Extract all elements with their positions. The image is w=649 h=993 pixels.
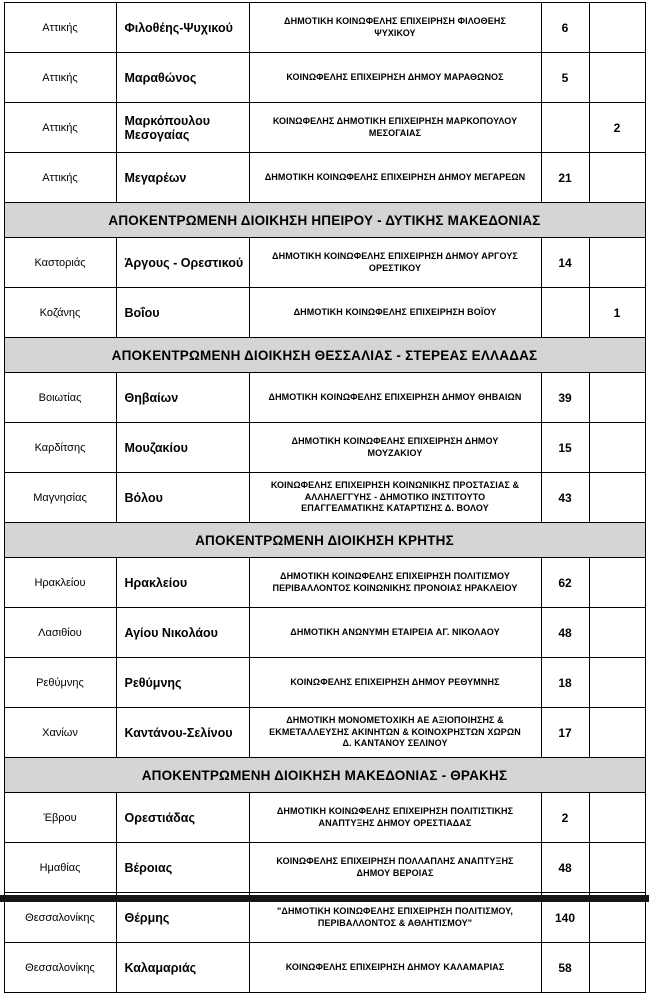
region-cell: Ρεθύμνης	[4, 658, 116, 708]
enterprise-table-body	[4, 3, 645, 993]
municipality-cell: Ορεστιάδας	[116, 793, 249, 843]
enterprise-name-cell: ΚΟΙΝΩΦΕΛΗΣ ΔΗΜΟΤΙΚΗ ΕΠΙΧΕΙΡΗΣΗ ΜΑΡΚΟΠΟΥΛΟΥ ΜΕΣΟΓΑΙΑΣ	[249, 103, 541, 153]
municipality-cell: Βέροιας	[116, 843, 249, 893]
region-cell: Μαγνησίας	[4, 473, 116, 523]
municipality-cell: Μουζακίου	[116, 423, 249, 473]
enterprise-table	[4, 2, 646, 993]
count-primary-cell: 5	[541, 53, 589, 103]
enterprise-name-cell: ΚΟΙΝΩΦΕΛΗΣ ΕΠΙΧΕΙΡΗΣΗ ΔΗΜΟΥ ΜΑΡΑΘΩΝΟΣ	[249, 53, 541, 103]
count-primary-cell: 140	[541, 893, 589, 943]
table-row	[4, 3, 645, 53]
region-cell: Κοζάνης	[4, 288, 116, 338]
count-secondary-cell	[589, 153, 645, 203]
section-header-label: ΑΠΟΚΕΝΤΡΩΜΕΝΗ ΔΙΟΙΚΗΣΗ ΘΕΣΣΑΛΙΑΣ - ΣΤΕΡΕΑΣ ΕΛΛΑΔΑΣ	[4, 338, 645, 373]
table-row	[4, 473, 645, 523]
count-primary-cell: 39	[541, 373, 589, 423]
municipality-cell: Άργους - Ορεστικού	[116, 238, 249, 288]
enterprise-name-cell: ΔΗΜΟΤΙΚΗ ΚΟΙΝΩΦΕΛΗΣ ΕΠΙΧΕΙΡΗΣΗ ΔΗΜΟΥ ΜΟΥΖΑΚΙΟΥ	[249, 423, 541, 473]
count-primary-cell: 43	[541, 473, 589, 523]
document-page	[0, 2, 649, 975]
count-secondary-cell: 1	[589, 288, 645, 338]
municipality-cell: Ρεθύμνης	[116, 658, 249, 708]
count-secondary-cell	[589, 3, 645, 53]
table-row	[4, 153, 645, 203]
enterprise-name-cell: ΔΗΜΟΤΙΚΗ ΚΟΙΝΩΦΕΛΗΣ ΕΠΙΧΕΙΡΗΣΗ ΦΙΛΟΘΕΗΣ ΨΥΧΙΚΟΥ	[249, 3, 541, 53]
section-header-label: ΑΠΟΚΕΝΤΡΩΜΕΝΗ ΔΙΟΙΚΗΣΗ ΜΑΚΕΔΟΝΙΑΣ - ΘΡΑΚΗΣ	[4, 758, 645, 793]
enterprise-name-cell: ΔΗΜΟΤΙΚΗ ΚΟΙΝΩΦΕΛΗΣ ΕΠΙΧΕΙΡΗΣΗ ΔΗΜΟΥ ΜΕΓΑΡΕΩΝ	[249, 153, 541, 203]
region-cell: Αττικής	[4, 53, 116, 103]
region-cell: Ημαθίας	[4, 843, 116, 893]
count-primary-cell	[541, 103, 589, 153]
count-secondary-cell	[589, 373, 645, 423]
table-row	[4, 793, 645, 843]
count-primary-cell	[541, 288, 589, 338]
enterprise-name-cell: ΚΟΙΝΩΦΕΛΗΣ ΕΠΙΧΕΙΡΗΣΗ ΔΗΜΟΥ ΚΑΛΑΜΑΡΙΑΣ	[249, 943, 541, 993]
count-secondary-cell	[589, 793, 645, 843]
municipality-cell: Φιλοθέης-Ψυχικού	[116, 3, 249, 53]
enterprise-name-cell: ΔΗΜΟΤΙΚΗ ΚΟΙΝΩΦΕΛΗΣ ΕΠΙΧΕΙΡΗΣΗ ΔΗΜΟΥ ΑΡΓΟΥΣ ΟΡΕΣΤΙΚΟΥ	[249, 238, 541, 288]
table-row	[4, 943, 645, 993]
count-primary-cell: 58	[541, 943, 589, 993]
enterprise-name-cell: ΔΗΜΟΤΙΚΗ ΚΟΙΝΩΦΕΛΗΣ ΕΠΙΧΕΙΡΗΣΗ ΠΟΛΙΤΙΣΤΙΚΗΣ ΑΝΑΠΤΥΞΗΣ ΔΗΜΟΥ ΟΡΕΣΤΙΑΔΑΣ	[249, 793, 541, 843]
region-cell: Καστοριάς	[4, 238, 116, 288]
region-cell: Αττικής	[4, 3, 116, 53]
region-cell: Ηρακλείου	[4, 558, 116, 608]
count-secondary-cell	[589, 708, 645, 758]
count-secondary-cell	[589, 843, 645, 893]
region-cell: Λασιθίου	[4, 608, 116, 658]
enterprise-name-cell: ΔΗΜΟΤΙΚΗ ΚΟΙΝΩΦΕΛΗΣ ΕΠΙΧΕΙΡΗΣΗ ΠΟΛΙΤΙΣΜΟΥ ΠΕΡΙΒΑΛΛΟΝΤΟΣ ΚΟΙΝΩΝΙΚΗΣ ΠΡΟΝΟΙΑΣ ΗΡΑΚΛΕΙΟΥ	[249, 558, 541, 608]
municipality-cell: Μαραθώνος	[116, 53, 249, 103]
count-primary-cell: 17	[541, 708, 589, 758]
section-header-row	[4, 523, 645, 558]
table-row	[4, 53, 645, 103]
region-cell: Έβρου	[4, 793, 116, 843]
count-primary-cell: 15	[541, 423, 589, 473]
municipality-cell: Βοΐου	[116, 288, 249, 338]
region-cell: Θεσσαλονίκης	[4, 943, 116, 993]
municipality-cell: Μεγαρέων	[116, 153, 249, 203]
municipality-cell: Ηρακλείου	[116, 558, 249, 608]
count-primary-cell: 14	[541, 238, 589, 288]
table-row	[4, 843, 645, 893]
enterprise-name-cell: ΔΗΜΟΤΙΚΗ ΑΝΩΝΥΜΗ ΕΤΑΙΡΕΙΑ ΑΓ. ΝΙΚΟΛΑΟΥ	[249, 608, 541, 658]
count-primary-cell: 18	[541, 658, 589, 708]
section-header-row	[4, 758, 645, 793]
count-primary-cell: 6	[541, 3, 589, 53]
section-header-label: ΑΠΟΚΕΝΤΡΩΜΕΝΗ ΔΙΟΙΚΗΣΗ ΗΠΕΙΡΟΥ - ΔΥΤΙΚΗΣ ΜΑΚΕΔΟΝΙΑΣ	[4, 203, 645, 238]
region-cell: Αττικής	[4, 153, 116, 203]
enterprise-name-cell: ΚΟΙΝΩΦΕΛΗΣ ΕΠΙΧΕΙΡΗΣΗ ΔΗΜΟΥ ΡΕΘΥΜΝΗΣ	[249, 658, 541, 708]
region-cell: Χανίων	[4, 708, 116, 758]
enterprise-name-cell: ΚΟΙΝΩΦΕΛΗΣ ΕΠΙΧΕΙΡΗΣΗ ΠΟΛΛΑΠΛΗΣ ΑΝΑΠΤΥΞΗΣ ΔΗΜΟΥ ΒΕΡΟΙΑΣ	[249, 843, 541, 893]
municipality-cell: Καντάνου-Σελίνου	[116, 708, 249, 758]
municipality-cell: Θηβαίων	[116, 373, 249, 423]
municipality-cell: Μαρκόπουλου Μεσογαίας	[116, 103, 249, 153]
enterprise-name-cell: ΔΗΜΟΤΙΚΗ ΜΟΝΟΜΕΤΟΧΙΚΗ ΑΕ ΑΞΙΟΠΟΙΗΣΗΣ & ΕΚΜΕΤΑΛΛΕΥΣΗΣ ΑΚΙΝΗΤΩΝ & ΚΟΙΝΟΧΡΗΣΤΩΝ ΧΩΡΩΝ Δ. ΚΑΝΤΑΝΟΥ ΣΕΛΙΝΟΥ	[249, 708, 541, 758]
count-secondary-cell	[589, 943, 645, 993]
count-primary-cell: 2	[541, 793, 589, 843]
table-row	[4, 608, 645, 658]
municipality-cell: Αγίου Νικολάου	[116, 608, 249, 658]
table-row	[4, 423, 645, 473]
count-secondary-cell	[589, 473, 645, 523]
region-cell: Καρδίτσης	[4, 423, 116, 473]
count-secondary-cell	[589, 238, 645, 288]
table-row	[4, 373, 645, 423]
count-primary-cell: 21	[541, 153, 589, 203]
count-primary-cell: 62	[541, 558, 589, 608]
table-row	[4, 708, 645, 758]
count-primary-cell: 48	[541, 843, 589, 893]
page-bottom-edge	[0, 895, 649, 902]
section-header-label: ΑΠΟΚΕΝΤΡΩΜΕΝΗ ΔΙΟΙΚΗΣΗ ΚΡΗΤΗΣ	[4, 523, 645, 558]
count-secondary-cell	[589, 423, 645, 473]
count-secondary-cell	[589, 53, 645, 103]
count-secondary-cell	[589, 558, 645, 608]
section-header-row	[4, 203, 645, 238]
count-secondary-cell: 2	[589, 103, 645, 153]
enterprise-name-cell: ΔΗΜΟΤΙΚΗ ΚΟΙΝΩΦΕΛΗΣ ΕΠΙΧΕΙΡΗΣΗ ΒΟΪΟΥ	[249, 288, 541, 338]
municipality-cell: Βόλου	[116, 473, 249, 523]
table-row	[4, 103, 645, 153]
municipality-cell: Θέρμης	[116, 893, 249, 943]
table-row	[4, 288, 645, 338]
count-primary-cell: 48	[541, 608, 589, 658]
region-cell: Θεσσαλονίκης	[4, 893, 116, 943]
table-row	[4, 658, 645, 708]
table-row	[4, 558, 645, 608]
municipality-cell: Καλαμαριάς	[116, 943, 249, 993]
section-header-row	[4, 338, 645, 373]
count-secondary-cell	[589, 608, 645, 658]
count-secondary-cell	[589, 658, 645, 708]
region-cell: Αττικής	[4, 103, 116, 153]
enterprise-name-cell: "ΔΗΜΟΤΙΚΗ ΚΟΙΝΩΦΕΛΗΣ ΕΠΙΧΕΙΡΗΣΗ ΠΟΛΙΤΙΣΜΟΥ, ΠΕΡΙΒΑΛΛΟΝΤΟΣ & ΑΘΛΗΤΙΣΜΟΥ"	[249, 893, 541, 943]
enterprise-name-cell: ΚΟΙΝΩΦΕΛΗΣ ΕΠΙΧΕΙΡΗΣΗ ΚΟΙΝΩΝΙΚΗΣ ΠΡΟΣΤΑΣΙΑΣ & ΑΛΛΗΛΕΓΓΥΗΣ - ΔΗΜΟΤΙΚΟ ΙΝΣΤΙΤΟΥΤΟ ΕΠΑΓΓΕΛΜΑΤΙΚΗΣ ΚΑΤΑΡΤΙΣΗΣ Δ. ΒΟΛΟΥ	[249, 473, 541, 523]
enterprise-name-cell: ΔΗΜΟΤΙΚΗ ΚΟΙΝΩΦΕΛΗΣ ΕΠΙΧΕΙΡΗΣΗ ΔΗΜΟΥ ΘΗΒΑΙΩΝ	[249, 373, 541, 423]
table-row	[4, 238, 645, 288]
region-cell: Βοιωτίας	[4, 373, 116, 423]
